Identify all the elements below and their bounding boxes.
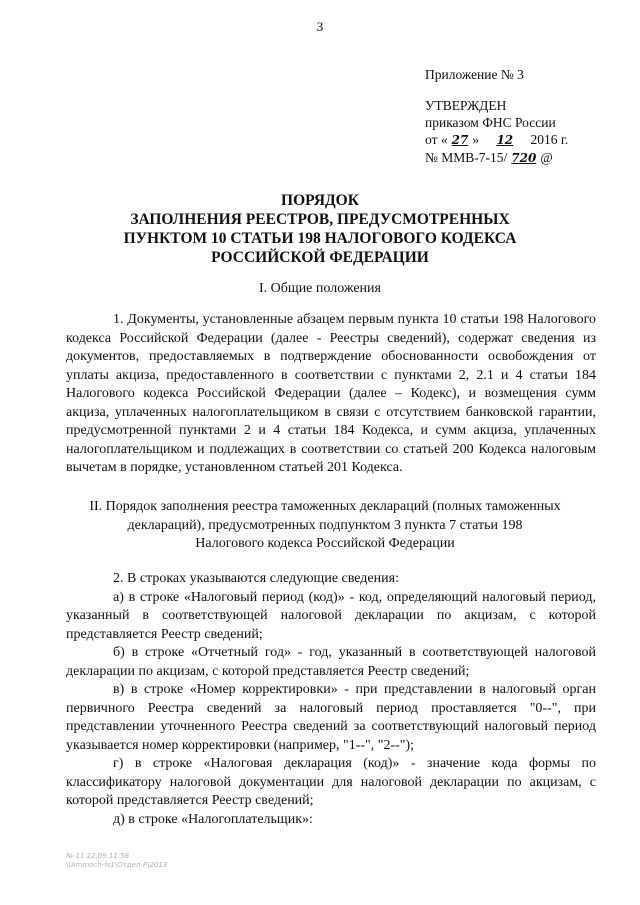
item-a: а) в строке «Налоговый период (код)» - код, определяющий налоговый период, указанный в соответствующей налоговой декларации по акцизам, с которой представляется Реестр сведений; [66, 589, 596, 642]
title-line-4: РОССИЙСКОЙ ФЕДЕРАЦИИ [211, 249, 429, 266]
title-line-1: ПОРЯДОК [281, 192, 359, 209]
order-number-suffix: @ [540, 150, 553, 165]
date-month-handwritten: 12 [496, 133, 514, 147]
section-2-heading-line-2: деклараций), предусмотренных подпунктом 3 пункта 7 статьи 198 [127, 517, 523, 533]
file-stamp-line-1: № 11 22.09.11:58 [66, 852, 130, 860]
section-2-body [66, 570, 596, 829]
paragraph-2: 2. В строках указываются следующие сведения: [113, 571, 399, 586]
date-mid: » [472, 132, 480, 147]
section-2-heading-line-3: Налогового кодекса Российской Федерации [195, 536, 455, 551]
approved-label: УТВЕРЖДЕН [425, 98, 507, 113]
item-v: в) в строке «Номер корректировки» - при представлении в налоговый орган первичного Реестра сведений за налоговый период проставляется "0--", при представлении уточненного Реестра сведений за соответствующий налоговый период указывается номер корректировки (например, "1--", "2--"); [66, 682, 596, 753]
order-of-label: приказом ФНС России [425, 115, 556, 130]
file-stamp-line-2: \\Ammoch-fs1\Отдел-Р\2013 [66, 861, 168, 869]
order-number [425, 149, 625, 167]
section-2-heading [60, 498, 590, 554]
approval-date [425, 131, 625, 149]
item-b: б) в строке «Отчетный год» - год, указанный в соответствующей налоговой декларации по акцизам, с которой представляется Реестр сведений; [66, 645, 596, 679]
order-number-prefix: № ММВ-7-15/ [425, 150, 508, 165]
file-stamp [66, 852, 167, 870]
date-prefix: от « [425, 132, 448, 147]
title-line-2: ЗАПОЛНЕНИЯ РЕЕСТРОВ, ПРЕДУСМОТРЕННЫХ [130, 211, 510, 228]
title-line-3: ПУНКТОМ 10 СТАТЬИ 198 НАЛОГОВОГО КОДЕКСА [123, 230, 517, 247]
section-2-heading-line-1: II. Порядок заполнения реестра таможенных деклараций (полных таможенных [89, 499, 561, 514]
item-d: д) в строке «Налогоплательщик»: [113, 811, 313, 827]
date-day-handwritten: 27 [451, 133, 469, 147]
date-year: 2016 г. [530, 132, 569, 147]
document-title [60, 191, 580, 267]
paragraph-1: 1. Документы, установленные абзацем первым пункта 10 статьи 198 Налогового кодекса Российской Федерации (далее - Реестры сведений), содержат сведения из документов, предоставляемых в подтверждение обоснованности освобождения от уплаты акциза, предоставленного в соответствии с пунктами 2, 2.1 и 4 статьи 184 Налогового кодекса Российской Федерации (далее – Кодекс), и возмещения сумм акциза, уплаченных налогоплательщиком в связи с отсутствием банковской гарантии, предусмотренной пунктами 2 и 4 статьи 184 Кодекса, и сумм акциза, уплаченных налогоплательщиком и подлежащих в соответствии со статьей 200 Кодекса налоговым вычетам в порядке, установленном статьей 201 Кодекса. [66, 312, 596, 475]
item-g: г) в строке «Налоговая декларация (код)» - значение кода формы по классификатору налоговой документации для налоговой декларации по акцизам, с которой представляется Реестр сведений; [66, 756, 596, 808]
appendix-label: Приложение № 3 [425, 67, 524, 82]
page-number: 3 [316, 19, 324, 34]
approval-block [425, 66, 625, 167]
order-number-handwritten: 720 [511, 151, 537, 165]
section-1-heading: I. Общие положения [259, 281, 381, 296]
